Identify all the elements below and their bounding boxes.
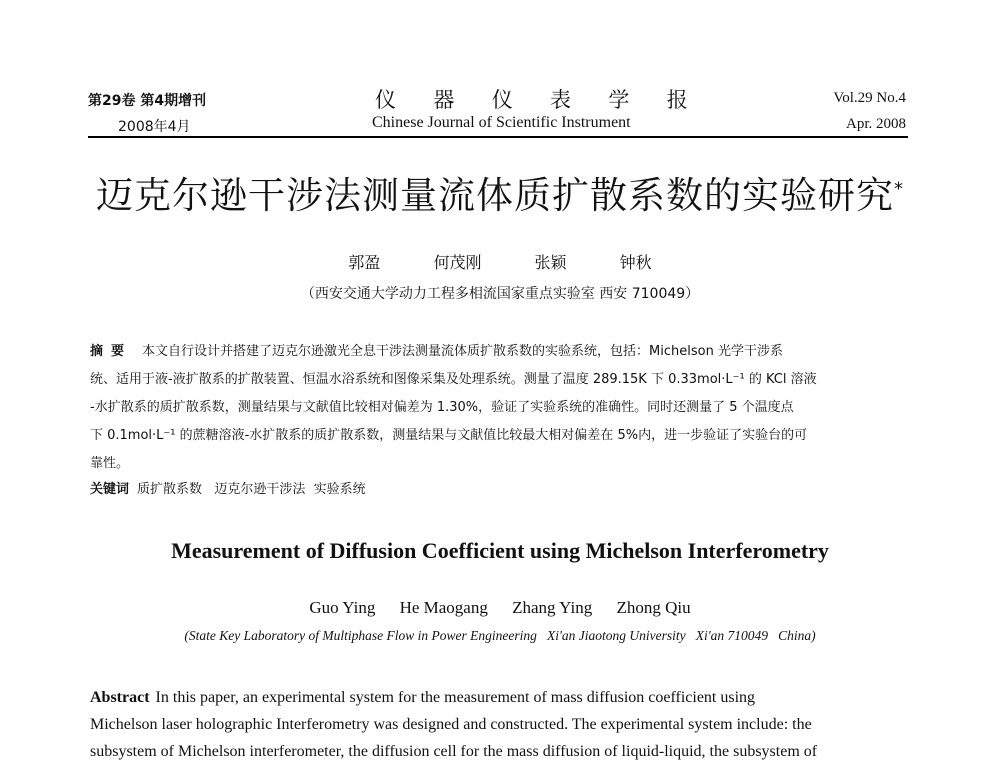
journal-name-en: Chinese Journal of Scientific Instrument (372, 114, 631, 131)
author-cn: 何茂刚 (433, 253, 482, 272)
abstract-en-label: Abstract (90, 689, 150, 706)
abstract-cn (90, 338, 910, 478)
journal-name-cn: 仪 器 仪 表 学 报 (375, 88, 696, 112)
affiliation-cn: （西安交通大学动力工程多相流国家重点实验室 西安 710049） (300, 286, 700, 302)
author-en: Zhang Ying (512, 598, 593, 617)
volume-issue-cn: 第29卷 第4期增刊 (88, 93, 207, 109)
date-en: Apr. 2008 (846, 116, 906, 132)
date-cn: 2008年4月 (118, 119, 191, 135)
authors-en (0, 598, 1000, 618)
author-cn: 张颖 (534, 253, 567, 272)
affiliation-en: (State Key Laboratory of Multiphase Flow in Power Engineering Xi'an Jiaotong University Xi'an 710049 China) (184, 628, 816, 643)
paper-title-cn (0, 165, 1000, 219)
abstract-en-line: Abstract In this paper, an experimental system for the measurement of mass diffusion coefficient using (90, 689, 756, 706)
author-cn: 钟秋 (619, 253, 652, 272)
abstract-cn-line: -水扩散系的质扩散系数，测量结果与文献值比较相对偏差为 1.30%，验证了实验系统的准确性。同时还测量了 5 个温度点 (90, 400, 794, 415)
volume-issue-en: Vol.29 No.4 (833, 90, 906, 106)
abstract-cn-line: 靠性。 (90, 456, 130, 471)
keywords-cn-label: 关键词 (90, 482, 130, 497)
author-en: Zhong Qiu (616, 598, 691, 617)
title-footnote-mark: * (894, 178, 904, 200)
paper-title-en: Measurement of Diffusion Coefficient using Michelson Interferometry (171, 538, 829, 563)
abstract-en (90, 684, 910, 765)
keywords-cn-text: 质扩散系数 迈克尔逊干涉法 实验系统 (137, 482, 366, 497)
paper-title-cn-text: 迈克尔逊干涉法测量流体质扩散系数的实验研究 (96, 174, 894, 217)
author-en: He Maogang (399, 598, 488, 617)
author-cn: 郭盈 (348, 253, 381, 272)
abstract-en-line: subsystem of Michelson interferometer, the diffusion cell for the mass diffusion of liquid-liquid, the subsystem of (90, 743, 818, 760)
abstract-cn-label: 摘要 (90, 344, 133, 359)
authors-cn (0, 250, 1000, 273)
abstract-en-line: Michelson laser holographic Interferometry was designed and constructed. The experimental system include: the (90, 716, 812, 733)
keywords-cn (90, 478, 366, 497)
abstract-cn-line: 统、适用于液-液扩散系的扩散装置、恒温水浴系统和图像采集及处理系统。测量了温度 289.15K 下 0.33mol·L⁻¹ 的 KCl 溶液 (90, 372, 817, 387)
header-rule (88, 136, 908, 138)
abstract-cn-line: 下 0.1mol·L⁻¹ 的蔗糖溶液-水扩散系的质扩散系数，测量结果与文献值比较最大相对偏差在 5%内，进一步验证了实验台的可 (90, 428, 808, 443)
abstract-cn-line: 摘要 本文自行设计并搭建了迈克尔逊激光全息干涉法测量流体质扩散系数的实验系统，包括：Michelson 光学干涉系 (90, 344, 783, 359)
author-en: Guo Ying (309, 598, 376, 617)
